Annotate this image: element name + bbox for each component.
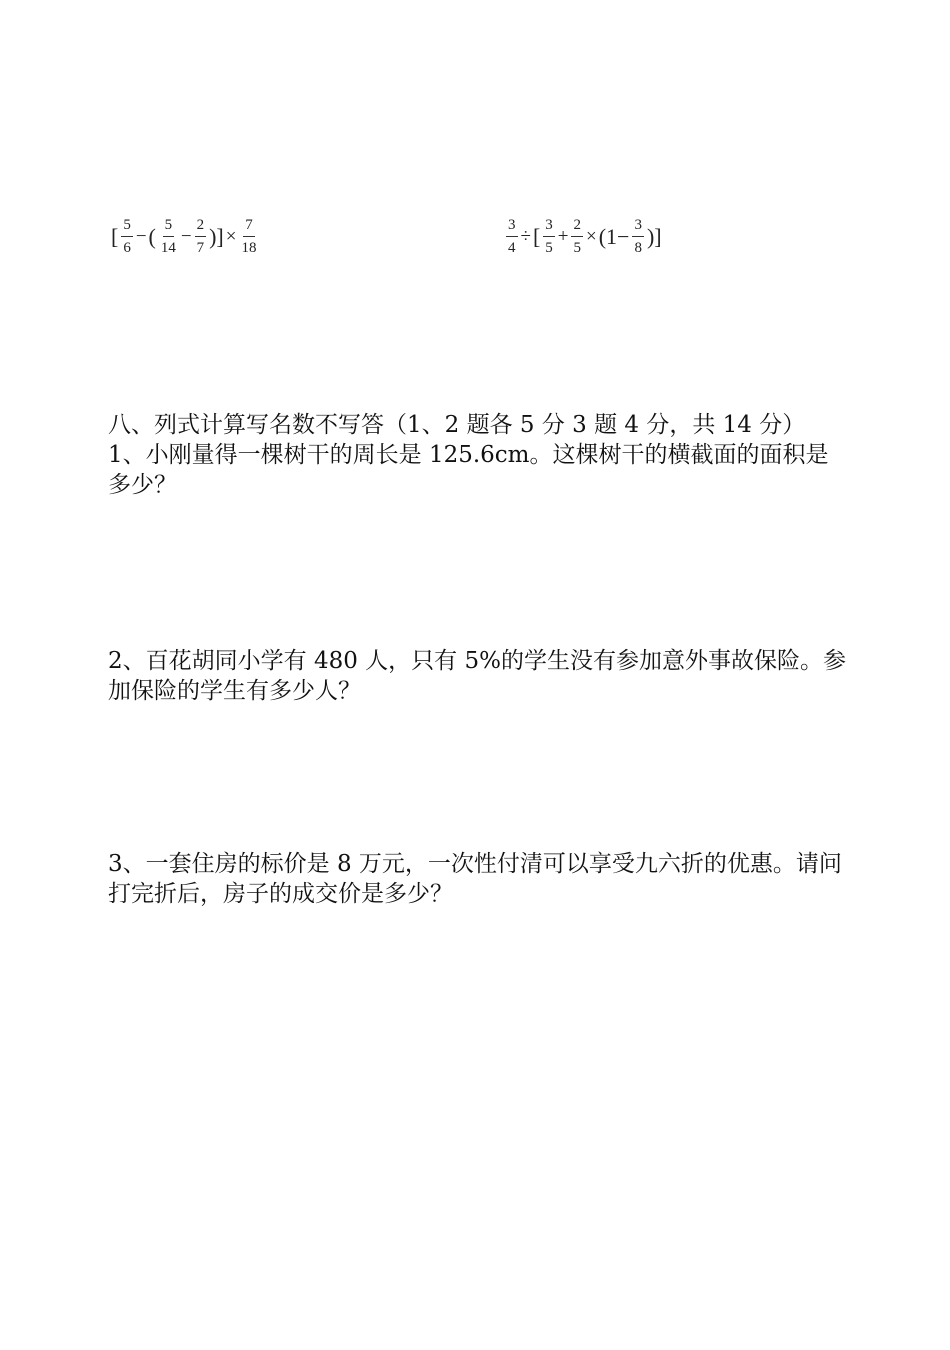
- denominator: 6: [123, 240, 131, 256]
- divide-sign: ÷: [520, 226, 531, 247]
- fraction: [159, 218, 178, 256]
- times-sign: ×: [225, 226, 237, 247]
- denominator: 14: [160, 240, 176, 256]
- times-sign: ×: [585, 226, 597, 247]
- denominator: 8: [634, 240, 642, 256]
- question-text: 3、一套住房的标价是 8 万元，一次性付清可以享受九六折的优惠。请问打完折后，房子的成交价是多少？: [108, 851, 842, 907]
- section-heading-text: 八、列式计算写名数不写答（1、2 题各 5 分 3 题 4 分，共 14 分）: [108, 412, 806, 438]
- fraction: [632, 218, 644, 256]
- open-paren: (: [148, 224, 156, 249]
- denominator: 4: [508, 240, 516, 256]
- question-text: 1、小刚量得一棵树干的周长是 125.6cm。这棵树干的横截面的面积是多少？: [108, 442, 829, 498]
- question-text: 2、百花胡同小学有 480 人，只有 5%的学生没有参加意外事故保险。参加保险的学生有多少人？: [108, 648, 846, 704]
- numerator: 3: [632, 218, 644, 237]
- fraction: [506, 218, 518, 256]
- numerator: 2: [571, 218, 583, 237]
- denominator: 18: [241, 240, 257, 256]
- fraction: [121, 218, 133, 256]
- numerator: 3: [543, 218, 555, 237]
- denominator: 7: [196, 240, 205, 256]
- question-3: [108, 849, 848, 909]
- fraction: [543, 218, 555, 256]
- question-2: [108, 646, 848, 706]
- numerator: 5: [121, 218, 133, 237]
- numerator: 5: [163, 218, 175, 237]
- fraction: [571, 218, 583, 256]
- denominator: 5: [573, 240, 581, 256]
- numerator: 7: [243, 218, 255, 237]
- fraction: [195, 218, 207, 256]
- expression-right: [504, 218, 663, 256]
- denominator: 5: [545, 240, 553, 256]
- close-brackets: )]: [646, 224, 662, 249]
- expression-left: [110, 218, 260, 256]
- question-1: [108, 440, 848, 500]
- numerator: 2: [195, 218, 207, 237]
- section-heading: [108, 410, 848, 440]
- minus-sign: −: [180, 226, 192, 247]
- plus-sign: +: [557, 226, 569, 247]
- numerator: 3: [506, 218, 518, 237]
- open-paren-one-minus: (1−: [598, 224, 630, 249]
- close-brackets: )]: [209, 224, 224, 249]
- open-bracket: [: [532, 224, 541, 249]
- minus-sign: −: [135, 226, 147, 247]
- open-bracket: [: [111, 224, 119, 249]
- fraction: [239, 218, 258, 256]
